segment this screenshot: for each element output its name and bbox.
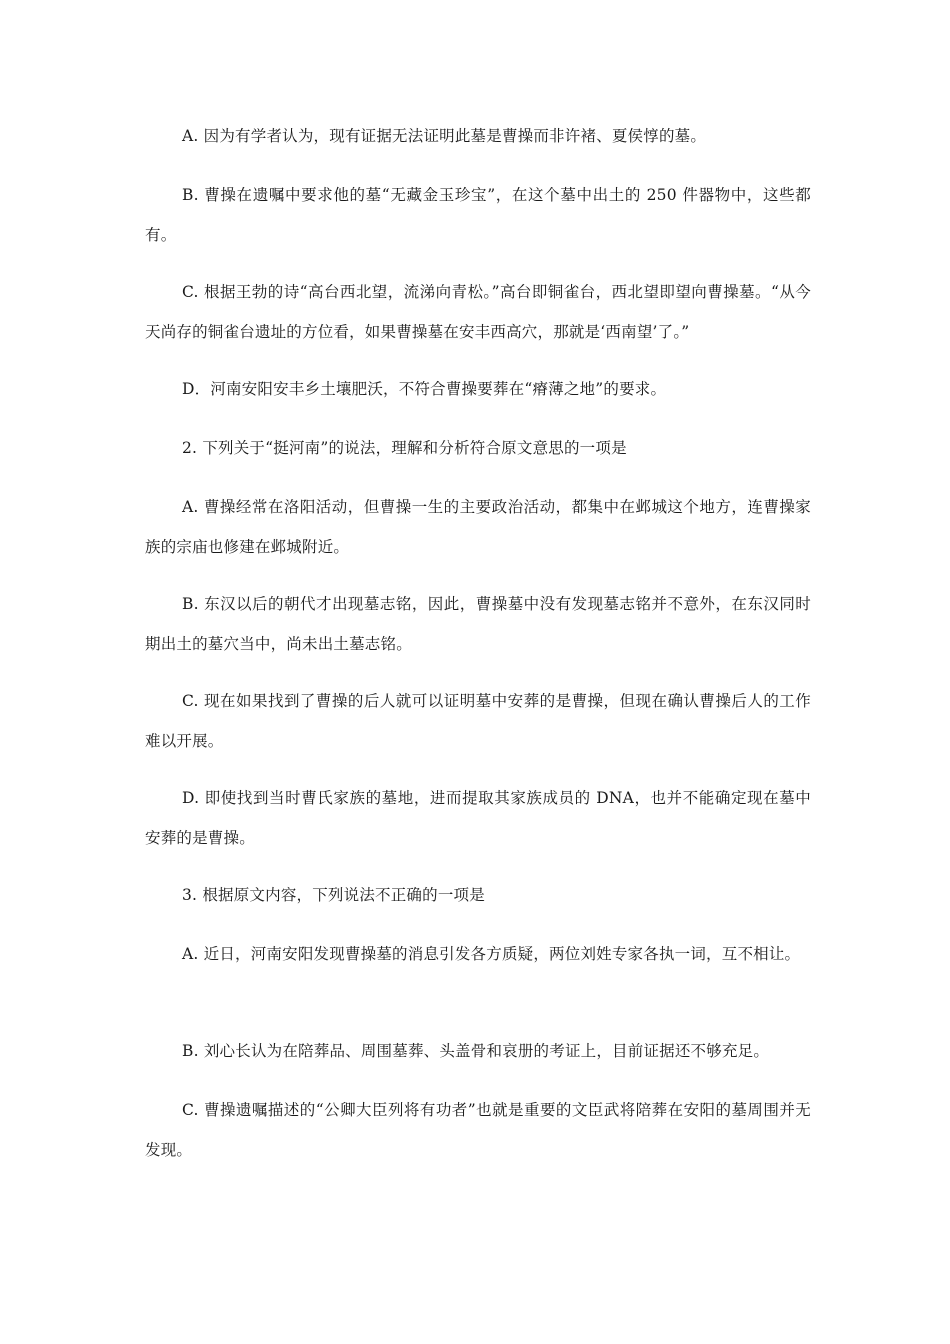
- question-3: 3. 根据原文内容，下列说法不正确的一项是: [182, 886, 485, 904]
- option-b-q2: B. 东汉以后的朝代才出现墓志铭，因此，曹操墓中没有发现墓志铭并不意外，在东汉同时期出土的墓穴当中，尚未出土墓志铭。: [145, 595, 811, 653]
- question-2: 2. 下列关于“挺河南”的说法，理解和分析符合原文意思的一项是: [182, 439, 627, 457]
- option-c-q3: C. 曹操遗嘱描述的“公卿大臣列将有功者”也就是重要的文臣武将陪葬在安阳的墓周围并无发现。: [145, 1101, 811, 1159]
- option-c-q1: C. 根据王勃的诗“高台西北望，流涕向青松。”高台即铜雀台，西北望即望向曹操墓。“从今天尚存的铜雀台遗址的方位看，如果曹操墓在安丰西高穴，那就是‘西南望’了。”: [145, 283, 811, 341]
- option-a-q1: A. 因为有学者认为，现有证据无法证明此墓是曹操而非许褚、夏侯惇的墓。: [182, 127, 707, 145]
- option-b-q1: B. 曹操在遗嘱中要求他的墓“无藏金玉珍宝”，在这个墓中出土的 250 件器物中，这些都有。: [145, 186, 811, 244]
- option-c-q2: C. 现在如果找到了曹操的后人就可以证明墓中安葬的是曹操，但现在确认曹操后人的工作难以开展。: [145, 692, 811, 750]
- option-a-q2: A. 曹操经常在洛阳活动，但曹操一生的主要政治活动，都集中在邺城这个地方，连曹操家族的宗庙也修建在邺城附近。: [145, 498, 811, 556]
- option-d-q2: D. 即使找到当时曹氏家族的墓地，进而提取其家族成员的 DNA，也并不能确定现在墓中安葬的是曹操。: [145, 789, 811, 847]
- option-b-q3: B. 刘心长认为在陪葬品、周围墓葬、头盖骨和哀册的考证上，目前证据还不够充足。: [182, 1042, 770, 1060]
- option-d-q1: D．河南安阳安丰乡土壤肥沃，不符合曹操要葬在“瘠薄之地”的要求。: [182, 380, 667, 398]
- option-a-q3: A. 近日，河南安阳发现曹操墓的消息引发各方质疑，两位刘姓专家各执一词，互不相让。: [182, 945, 801, 963]
